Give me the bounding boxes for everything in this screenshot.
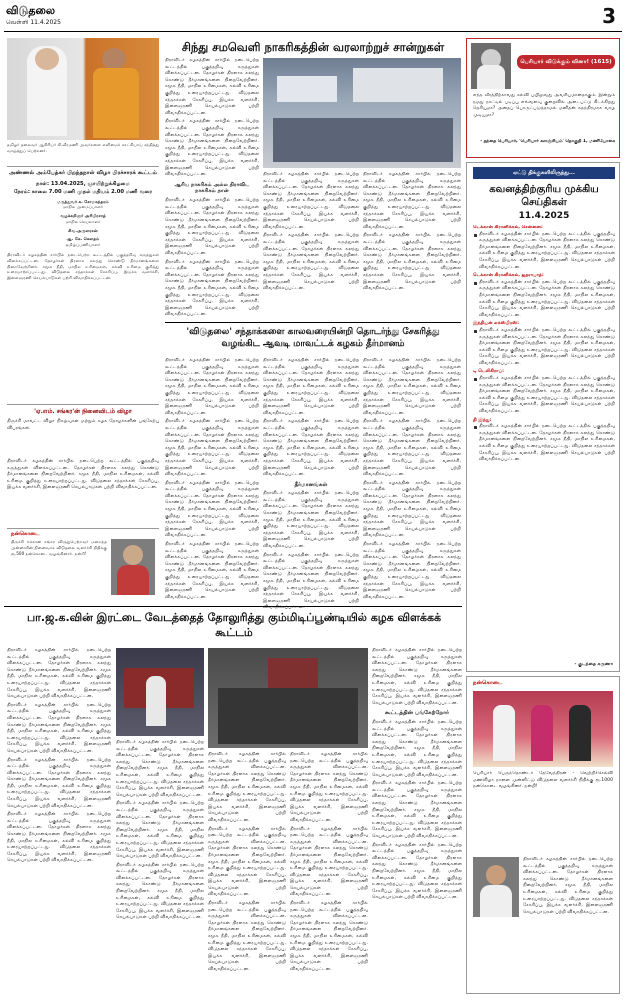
masthead-date: வெள்ளி 11.4.2025	[6, 19, 61, 26]
mid-story-para: திராவிடர் கழகத்தின் சார்பில் நடைபெற்ற கூட்டத்தில் பகுத்தறிவு கருத்துகள் விளக்கப்பட்டன. தோழர்கள் திரளாக கலந்து கொண்டு தீர்மானங்களை நிறைவேற்றினர். சமூக நீதி, மாநில உரிமைகள், கல்வி உரிமை குறித்து உரையாற்றப்பட்டது. விடுதலை சந்தாக்கள் சேகரிப்பு, இயக்க வளர்ச்சி, இளைஞரணி செயல்பாடுகள் பற்றி விவாதிக்கப்பட்டன.	[363, 419, 461, 478]
bottom-story-para: திராவிடர் கழகத்தின் சார்பில் நடைபெற்ற கூட்டத்தில் பகுத்தறிவு கருத்துகள் விளக்கப்பட்டன. தோழர்கள் திரளாக கலந்து கொண்டு தீர்மானங்களை நிறைவேற்றினர். சமூக நீதி, மாநில உரிமைகள், கல்வி உரிமை குறித்து உரையாற்றப்பட்டது. விடுதலை சந்தாக்கள் சேகரிப்பு, இயக்க வளர்ச்சி, இளைஞரணி செயல்பாடுகள் பற்றி விவாதிக்கப்பட்டன.	[116, 740, 204, 798]
mid-story-para: திராவிடர் கழகத்தின் சார்பில் நடைபெற்ற கூட்டத்தில் பகுத்தறிவு கருத்துகள் விளக்கப்பட்டன. தோழர்கள் திரளாக கலந்து கொண்டு தீர்மானங்களை நிறைவேற்றினர். சமூக நீதி, மாநில உரிமைகள், கல்வி உரிமை குறித்து உரையாற்றப்பட்டது. விடுதலை சந்தாக்கள் சேகரிப்பு, இயக்க வளர்ச்சி, இளைஞரணி செயல்பாடுகள் பற்றி விவாதிக்கப்பட்டன.	[263, 552, 359, 611]
mid-story-para: திராவிடர் கழகத்தின் சார்பில் நடைபெற்ற கூட்டத்தில் பகுத்தறிவு கருத்துகள் விளக்கப்பட்டன. தோழர்கள் திரளாக கலந்து கொண்டு தீர்மானங்களை நிறைவேற்றினர். சமூக நீதி, மாநில உரிமைகள், கல்வி உரிமை குறித்து உரையாற்றப்பட்டது. விடுதலை சந்தாக்கள் சேகரிப்பு, இயக்க வளர்ச்சி, இளைஞரணி செயல்பாடுகள் பற்றி விவாதிக்கப்பட்டன.	[165, 480, 259, 539]
main-story-col1	[165, 58, 259, 318]
bottom-story-para: திராவிடர் கழகத்தின் சார்பில் நடைபெற்ற கூட்டத்தில் பகுத்தறிவு கருத்துகள் விளக்கப்பட்டன. தோழர்கள் திரளாக கலந்து கொண்டு தீர்மானங்களை நிறைவேற்றினர். சமூக நீதி, மாநில உரிமைகள், கல்வி உரிமை குறித்து உரையாற்றப்பட்டது. விடுதலை சந்தாக்கள் சேகரிப்பு, இயக்க வளர்ச்சி, இளைஞரணி செயல்பாடுகள் பற்றி விவாதிக்கப்பட்டன.	[116, 862, 204, 921]
speaker: மருத்துவர் க. சோமசுந்தரம்	[57, 198, 109, 204]
mid-story-para: திராவிடர் கழகத்தின் சார்பில் நடைபெற்ற கூட்டத்தில் பகுத்தறிவு கருத்துகள் விளக்கப்பட்டன. தோழர்கள் திரளாக கலந்து கொண்டு தீர்மானங்களை நிறைவேற்றினர். சமூக நீதி, மாநில உரிமைகள், கல்வி உரிமை குறித்து உரையாற்றப்பட்டது. விடுதலை சந்தாக்கள் சேகரிப்பு, இயக்க வளர்ச்சி, இளைஞரணி செயல்பாடுகள் பற்றி விவாதிக்கப்பட்டன.	[263, 358, 359, 416]
bottom-story-col1	[7, 648, 111, 994]
news-source: டெக்கான் கிரானிக்கல், சென்னை:	[473, 225, 543, 230]
obituary-right	[466, 676, 620, 994]
bottom-story-para: திராவிடர் கழகத்தின் சார்பில் நடைபெற்ற கூட்டத்தில் பகுத்தறிவு கருத்துகள் விளக்கப்பட்டன. தோழர்கள் திரளாக கலந்து கொண்டு தீர்மானங்களை நிறைவேற்றினர். சமூக நீதி, மாநில உரிமைகள், கல்வி உரிமை குறித்து உரையாற்றப்பட்டது. விடுதலை சந்தாக்கள் சேகரிப்பு, இயக்க வளர்ச்சி, இளைஞரணி செயல்பாடுகள் பற்றி விவாதிக்கப்பட்டன.	[208, 752, 286, 823]
speaker: ஆ. கே. கௌதம்	[66, 236, 100, 242]
speaker-role: மாநில செயலாளர்	[65, 218, 101, 224]
photo-exhibition	[263, 58, 461, 168]
news-source: தி இந்து:	[473, 417, 492, 423]
event-box	[7, 166, 159, 402]
news-source: டி டெலிகிராப்:	[473, 369, 504, 375]
obituary-left	[7, 528, 159, 602]
hairpin-body: திருச்சி மாவட்ட விழா நிகழ்வுகள் மற்றும் கழக தோழர்களின் பங்கேற்பு விபரங்கள்.	[7, 419, 159, 431]
event-time: நேரம்: காலை 7.00 மணி முதல் மதியம் 2.00 மணி வரை	[13, 188, 153, 195]
main-headline: சிந்து சமவெளி நாகரிகத்தின் வரலாற்றுச் சான்றுகள்	[181, 40, 445, 54]
news-item: திராவிடர் கழகத்தின் சார்பில் நடைபெற்ற கூட்டத்தில் பகுத்தறிவு கருத்துகள் விளக்கப்பட்டன. தோழர்கள் திரளாக கலந்து கொண்டு தீர்மானங்களை நிறைவேற்றினர். சமூக நீதி, மாநில உரிமைகள், கல்வி உரிமை குறித்து உரையாற்றப்பட்டது. விடுதலை சந்தாக்கள் சேகரிப்பு, இயக்க வளர்ச்சி, இளைஞரணி செயல்பாடுகள் பற்றி விவாதிக்கப்பட்டன.	[473, 376, 615, 416]
main-story-para: திராவிடர் கழகத்தின் சார்பில் நடைபெற்ற கூட்டத்தில் பகுத்தறிவு கருத்துகள் விளக்கப்பட்டன. தோழர்கள் திரளாக கலந்து கொண்டு தீர்மானங்களை நிறைவேற்றினர். சமூக நீதி, மாநில உரிமைகள், கல்வி உரிமை குறித்து உரையாற்றப்பட்டது. விடுதலை சந்தாக்கள் சேகரிப்பு, இயக்க வளர்ச்சி, இளைஞரணி செயல்பாடுகள் பற்றி விவாதிக்கப்பட்டன.	[165, 259, 259, 318]
bottom-story-para: திராவிடர் கழகத்தின் சார்பில் நடைபெற்ற கூட்டத்தில் பகுத்தறிவு கருத்துகள் விளக்கப்பட்டன. தோழர்கள் திரளாக கலந்து கொண்டு தீர்மானங்களை நிறைவேற்றினர். சமூக நீதி, மாநில உரிமைகள், கல்வி உரிமை குறித்து உரையாற்றப்பட்டது. விடுதலை சந்தாக்கள் சேகரிப்பு, இயக்க வளர்ச்சி, இளைஞரணி செயல்பாடுகள் பற்றி விவாதிக்கப்பட்டன.	[7, 648, 111, 700]
news-source: டெக்கான் கிரானிக்கல், ஐதராபாத்:	[473, 273, 544, 279]
mid-story-para: திராவிடர் கழகத்தின் சார்பில் நடைபெற்ற கூட்டத்தில் பகுத்தறிவு கருத்துகள் விளக்கப்பட்டன. தோழர்கள் திரளாக கலந்து கொண்டு தீர்மானங்களை நிறைவேற்றினர். சமூக நீதி, மாநில உரிமைகள், கல்வி உரிமை குறித்து உரையாற்றப்பட்டது. விடுதலை சந்தாக்கள் சேகரிப்பு, இயக்க வளர்ச்சி, இளைஞரணி செயல்பாடுகள் பற்றி விவாதிக்கப்பட்டன.	[263, 419, 359, 478]
news-item: திராவிடர் கழகத்தின் சார்பில் நடைபெற்ற கூட்டத்தில் பகுத்தறிவு கருத்துகள் விளக்கப்பட்டன. தோழர்கள் திரளாக கலந்து கொண்டு தீர்மானங்களை நிறைவேற்றினர். சமூக நீதி, மாநில உரிமைகள், கல்வி உரிமை குறித்து உரையாற்றப்பட்டது. விடுதலை சந்தாக்கள் சேகரிப்பு, இயக்க வளர்ச்சி, இளைஞரணி செயல்பாடுகள் பற்றி விவாதிக்கப்பட்டன.	[473, 232, 615, 272]
main-story-col3	[363, 172, 461, 318]
event-body: திராவிடர் கழகத்தின் சார்பில் நடைபெற்ற கூட்டத்தில் பகுத்தறிவு கருத்துகள் விளக்கப்பட்டன. தோழர்கள் திரளாக கலந்து கொண்டு தீர்மானங்களை நிறைவேற்றினர். சமூக நீதி, மாநில உரிமைகள், கல்வி உரிமை குறித்து உரையாற்றப்பட்டது. விடுதலை சந்தாக்கள் சேகரிப்பு, இயக்க வளர்ச்சி, இளைஞரணி செயல்பாடுகள் பற்றி விவாதிக்கப்பட்டன.	[7, 252, 159, 281]
news-box	[466, 162, 620, 672]
main-story-para: திராவிடர் கழகத்தின் சார்பில் நடைபெற்ற கூட்டத்தில் பகுத்தறிவு கருத்துகள் விளக்கப்பட்டன. தோழர்கள் திரளாக கலந்து கொண்டு தீர்மானங்களை நிறைவேற்றினர். சமூக நீதி, மாநில உரிமைகள், கல்வி உரிமை குறித்து உரையாற்றப்பட்டது. விடுதலை சந்தாக்கள் சேகரிப்பு, இயக்க வளர்ச்சி, இளைஞரணி செயல்பாடுகள் பற்றி விவாதிக்கப்பட்டன.	[165, 198, 259, 257]
mid-story-para: திராவிடர் கழகத்தின் சார்பில் நடைபெற்ற கூட்டத்தில் பகுத்தறிவு கருத்துகள் விளக்கப்பட்டன. தோழர்கள் திரளாக கலந்து கொண்டு தீர்மானங்களை நிறைவேற்றினர். சமூக நீதி, மாநில உரிமைகள், கல்வி உரிமை குறித்து உரையாற்றப்பட்டது. விடுதலை சந்தாக்கள் சேகரிப்பு, இயக்க வளர்ச்சி, இளைஞரணி செயல்பாடுகள் பற்றி விவாதிக்கப்பட்டன.	[363, 358, 461, 416]
speaker: சிவ.அருளரசன்	[68, 227, 98, 233]
subheading-aryan: ஆரிய நாகரிகம் அல்ல திராவிட நாகரிகம் தான்	[174, 181, 250, 195]
bottom-story-para: திராவிடர் கழகத்தின் சார்பில் நடைபெற்ற கூட்டத்தில் பகுத்தறிவு கருத்துகள் விளக்கப்பட்டன. தோழர்கள் திரளாக கலந்து கொண்டு தீர்மானங்களை நிறைவேற்றினர். சமூக நீதி, மாநில உரிமைகள், கல்வி உரிமை குறித்து உரையாற்றப்பட்டது. விடுதலை சந்தாக்கள் சேகரிப்பு, இயக்க வளர்ச்சி, இளைஞரணி செயல்பாடுகள் பற்றி விவாதிக்கப்பட்டன.	[372, 842, 462, 901]
main-story-col2	[263, 172, 359, 318]
subheading-resolutions: தீர்மானங்கள்	[294, 481, 328, 488]
bottom-story-col4	[290, 752, 368, 994]
news-date: 11.4.2025	[518, 211, 570, 221]
hairpin-title: 'ஏ.எம். சங்கர'ன் நினைவிடம் விழா	[34, 408, 132, 415]
news-list	[473, 225, 615, 657]
photo-leaders	[7, 38, 159, 140]
periyar-portrait	[471, 43, 511, 89]
obituary-right-text: பெரியார் பெருந்தொண்டர் தேவேந்திரன் - வெற்றிச்செல்வி மணவிழா நாளை முன்னிட்டு விடுதலை வளர்ச்சி நிதிக்கு ரூ.1000 நன்கொடை வழங்கினர். நன்றி!	[473, 771, 613, 790]
bottom-subhead: கூட்டத்தின் பங்கேற்றோர்	[384, 710, 450, 717]
bottom-story-col5	[372, 648, 462, 994]
masthead-logo: விடுதலை	[6, 4, 56, 17]
event-title: அண்ணல் அம்பேத்கர் பிறந்தநாள் விழா பிரச்சாரக் கூட்டம்	[9, 170, 157, 176]
news-title: கவனத்திற்குரிய முக்கிய செய்திகள்	[489, 184, 599, 208]
bottom-story-para: திராவிடர் கழகத்தின் சார்பில் நடைபெற்ற கூட்டத்தில் பகுத்தறிவு கருத்துகள் விளக்கப்பட்டன. தோழர்கள் திரளாக கலந்து கொண்டு தீர்மானங்களை நிறைவேற்றினர். சமூக நீதி, மாநில உரிமைகள், கல்வி உரிமை குறித்து உரையாற்றப்பட்டது. விடுதலை சந்தாக்கள் சேகரிப்பு, இயக்க வளர்ச்சி, இளைஞரணி செயல்பாடுகள் பற்றி விவாதிக்கப்பட்டன.	[7, 812, 111, 864]
periyar-quote: எந்த வீரத்திற்காவது கல்வி பயிலுவது அவசியமானதாகும். இன்றும் நமது நாட்டில் படிப்பு எவ்வளவு குறைவில் அடைபட்டு கிடக்கிறது தெரியுமா? அதைப் பொருட்படுத்தாமல் மனிதன் சுதந்திரமாக வாழ முடியுமா?	[473, 93, 615, 118]
obituary-label: நன்கொடை	[11, 531, 40, 537]
hairpin-body-extra: திராவிடர் கழகத்தின் சார்பில் நடைபெற்ற கூட்டத்தில் பகுத்தறிவு கருத்துகள் விளக்கப்பட்டன. தோழர்கள் திரளாக கலந்து கொண்டு தீர்மானங்களை நிறைவேற்றினர். சமூக நீதி, மாநில உரிமைகள், கல்வி உரிமை குறித்து உரையாற்றப்பட்டது. விடுதலை சந்தாக்கள் சேகரிப்பு, இயக்க வளர்ச்சி, இளைஞரணி செயல்பாடுகள் பற்றி விவாதிக்கப்பட்டன.	[7, 459, 159, 491]
mid-story-para: திராவிடர் கழகத்தின் சார்பில் நடைபெற்ற கூட்டத்தில் பகுத்தறிவு கருத்துகள் விளக்கப்பட்டன. தோழர்கள் திரளாக கலந்து கொண்டு தீர்மானங்களை நிறைவேற்றினர். சமூக நீதி, மாநில உரிமைகள், கல்வி உரிமை குறித்து உரையாற்றப்பட்டது. விடுதலை சந்தாக்கள் சேகரிப்பு, இயக்க வளர்ச்சி, இளைஞரணி செயல்பாடுகள் பற்றி விவாதிக்கப்பட்டன.	[165, 358, 259, 416]
photo-meeting-stage	[116, 648, 204, 736]
bottom-story-para: திராவிடர் கழகத்தின் சார்பில் நடைபெற்ற கூட்டத்தில் பகுத்தறிவு கருத்துகள் விளக்கப்பட்டன. தோழர்கள் திரளாக கலந்து கொண்டு தீர்மானங்களை நிறைவேற்றினர். சமூக நீதி, மாநில உரிமைகள், கல்வி உரிமை குறித்து உரையாற்றப்பட்டது. விடுதலை சந்தாக்கள் சேகரிப்பு, இயக்க வளர்ச்சி, இளைஞரணி செயல்பாடுகள் பற்றி விவாதிக்கப்பட்டன.	[7, 702, 111, 754]
mid-story-para: திராவிடர் கழகத்தின் சார்பில் நடைபெற்ற கூட்டத்தில் பகுத்தறிவு கருத்துகள் விளக்கப்பட்டன. தோழர்கள் திரளாக கலந்து கொண்டு தீர்மானங்களை நிறைவேற்றினர். சமூக நீதி, மாநில உரிமைகள், கல்வி உரிமை குறித்து உரையாற்றப்பட்டது. விடுதலை சந்தாக்கள் சேகரிப்பு, இயக்க வளர்ச்சி, இளைஞரணி செயல்பாடுகள் பற்றி விவாதிக்கப்பட்டன.	[263, 491, 359, 550]
news-source: இந்தியன் எக்ஸ்பிரஸ்:	[473, 321, 519, 327]
speaker: வழக்கறிஞர் அரிபிரசாத்	[60, 213, 106, 219]
photo-caption: தமிழர் தலைவர் ஆசிரியர் கி.வீரமணி அவர்களை எளிமைக் காட்சியாய் சந்தித்து வாழ்த்துப் பெற்றனர்.	[7, 142, 159, 153]
bottom-story-para: திராவிடர் கழகத்தின் சார்பில் நடைபெற்ற கூட்டத்தில் பகுத்தறிவு கருத்துகள் விளக்கப்பட்டன. தோழர்கள் திரளாக கலந்து கொண்டு தீர்மானங்களை நிறைவேற்றினர். சமூக நீதி, மாநில உரிமைகள், கல்வி உரிமை குறித்து உரையாற்றப்பட்டது. விடுதலை சந்தாக்கள் சேகரிப்பு, இயக்க வளர்ச்சி, இளைஞரணி செயல்பாடுகள் பற்றி விவாதிக்கப்பட்டன.	[372, 719, 462, 778]
main-story-para: திராவிடர் கழகத்தின் சார்பில் நடைபெற்ற கூட்டத்தில் பகுத்தறிவு கருத்துகள் விளக்கப்பட்டன. தோழர்கள் திரளாக கலந்து கொண்டு தீர்மானங்களை நிறைவேற்றினர். சமூக நீதி, மாநில உரிமைகள், கல்வி உரிமை குறித்து உரையாற்றப்பட்டது. விடுதலை சந்தாக்கள் சேகரிப்பு, இயக்க வளர்ச்சி, இளைஞரணி செயல்பாடுகள் பற்றி விவாதிக்கப்பட்டன.	[263, 172, 359, 230]
news-item: திராவிடர் கழகத்தின் சார்பில் நடைபெற்ற கூட்டத்தில் பகுத்தறிவு கருத்துகள் விளக்கப்பட்டன. தோழர்கள் திரளாக கலந்து கொண்டு தீர்மானங்களை நிறைவேற்றினர். சமூக நீதி, மாநில உரிமைகள், கல்வி உரிமை குறித்து உரையாற்றப்பட்டது. விடுதலை சந்தாக்கள் சேகரிப்பு, இயக்க வளர்ச்சி, இளைஞரணி செயல்பாடுகள் பற்றி விவாதிக்கப்பட்டன.	[473, 424, 615, 464]
bottom-story-para: திராவிடர் கழகத்தின் சார்பில் நடைபெற்ற கூட்டத்தில் பகுத்தறிவு கருத்துகள் விளக்கப்பட்டன. தோழர்கள் திரளாக கலந்து கொண்டு தீர்மானங்களை நிறைவேற்றினர். சமூக நீதி, மாநில உரிமைகள், கல்வி உரிமை குறித்து உரையாற்றப்பட்டது. விடுதலை சந்தாக்கள் சேகரிப்பு, இயக்க வளர்ச்சி, இளைஞரணி செயல்பாடுகள் பற்றி விவாதிக்கப்பட்டன.	[290, 826, 368, 898]
bottom-story-para: திராவிடர் கழகத்தின் சார்பில் நடைபெற்ற கூட்டத்தில் பகுத்தறிவு கருத்துகள் விளக்கப்பட்டன. தோழர்கள் திரளாக கலந்து கொண்டு தீர்மானங்களை நிறைவேற்றினர். சமூக நீதி, மாநில உரிமைகள், கல்வி உரிமை குறித்து உரையாற்றப்பட்டது. விடுதலை சந்தாக்கள் சேகரிப்பு, இயக்க வளர்ச்சி, இளைஞரணி செயல்பாடுகள் பற்றி விவாதிக்கப்பட்டன.	[372, 648, 462, 706]
news-item: திராவிடர் கழகத்தின் சார்பில் நடைபெற்ற கூட்டத்தில் பகுத்தறிவு கருத்துகள் விளக்கப்பட்டன. தோழர்கள் திரளாக கலந்து கொண்டு தீர்மானங்களை நிறைவேற்றினர். சமூக நீதி, மாநில உரிமைகள், கல்வி உரிமை குறித்து உரையாற்றப்பட்டது. விடுதலை சந்தாக்கள் சேகரிப்பு, இயக்க வளர்ச்சி, இளைஞரணி செயல்பாடுகள் பற்றி விவாதிக்கப்பட்டன.	[473, 280, 615, 320]
speaker-role: தமிழ்ப்பணியாளர்	[65, 242, 101, 248]
speaker-role: மாநில அமைப்பாளர்	[62, 204, 104, 210]
bottom-story-col3	[208, 752, 286, 994]
periyar-label: பெரியார் விடுக்கும் வினா! (1615)	[517, 55, 615, 69]
main-story-para: திராவிடர் கழகத்தின் சார்பில் நடைபெற்ற கூட்டத்தில் பகுத்தறிவு கருத்துகள் விளக்கப்பட்டன. தோழர்கள் திரளாக கலந்து கொண்டு தீர்மானங்களை நிறைவேற்றினர். சமூக நீதி, மாநில உரிமைகள், கல்வி உரிமை குறித்து உரையாற்றப்பட்டது. விடுதலை சந்தாக்கள் சேகரிப்பு, இயக்க வளர்ச்சி, இளைஞரணி செயல்பாடுகள் பற்றி விவாதிக்கப்பட்டன.	[263, 233, 359, 292]
mid-story-para: திராவிடர் கழகத்தின் சார்பில் நடைபெற்ற கூட்டத்தில் பகுத்தறிவு கருத்துகள் விளக்கப்பட்டன. தோழர்கள் திரளாக கலந்து கொண்டு தீர்மானங்களை நிறைவேற்றினர். சமூக நீதி, மாநில உரிமைகள், கல்வி உரிமை குறித்து உரையாற்றப்பட்டது. விடுதலை சந்தாக்கள் சேகரிப்பு, இயக்க வளர்ச்சி, இளைஞரணி செயல்பாடுகள் பற்றி விவாதிக்கப்பட்டன.	[165, 542, 259, 600]
event-date: நாள்: 13.04.2025, ஞாயிற்றுக்கிழமை	[36, 180, 130, 187]
periyar-attribution: - தந்தை பெரியார், 'பெரியார் களஞ்சியம்' தொகுதி 1, மணியோசை	[480, 139, 615, 144]
main-story-para: திராவிடர் கழகத்தின் சார்பில் நடைபெற்ற கூட்டத்தில் பகுத்தறிவு கருத்துகள் விளக்கப்பட்டன. தோழர்கள் திரளாக கலந்து கொண்டு தீர்மானங்களை நிறைவேற்றினர். சமூக நீதி, மாநில உரிமைகள், கல்வி உரிமை குறித்து உரையாற்றப்பட்டது. விடுதலை சந்தாக்கள் சேகரிப்பு, இயக்க வளர்ச்சி, இளைஞரணி செயல்பாடுகள் பற்றி விவாதிக்கப்பட்டன.	[363, 233, 461, 292]
bottom-story-para: திராவிடர் கழகத்தின் சார்பில் நடைபெற்ற கூட்டத்தில் பகுத்தறிவு கருத்துகள் விளக்கப்பட்டன. தோழர்கள் திரளாக கலந்து கொண்டு தீர்மானங்களை நிறைவேற்றினர். சமூக நீதி, மாநில உரிமைகள், கல்வி உரிமை குறித்து உரையாற்றப்பட்டது. விடுதலை சந்தாக்கள் சேகரிப்பு, இயக்க வளர்ச்சி, இளைஞரணி செயல்பாடுகள் பற்றி விவாதிக்கப்பட்டன.	[372, 781, 462, 840]
mid-headline: 'விடுதலை' சந்தாக்களை காலவரையின்றி தொடர்ந்து சேகரித்து வழங்கிட ஆவடி மாவட்டக் கழகம் தீர்மானம்	[186, 327, 440, 349]
mid-story-para: திராவிடர் கழகத்தின் சார்பில் நடைபெற்ற கூட்டத்தில் பகுத்தறிவு கருத்துகள் விளக்கப்பட்டன. தோழர்கள் திரளாக கலந்து கொண்டு தீர்மானங்களை நிறைவேற்றினர். சமூக நீதி, மாநில உரிமைகள், கல்வி உரிமை குறித்து உரையாற்றப்பட்டது. விடுதலை சந்தாக்கள் சேகரிப்பு, இயக்க வளர்ச்சி, இளைஞரணி செயல்பாடுகள் பற்றி விவாதிக்கப்பட்டன.	[363, 542, 461, 600]
obituary-photo	[111, 539, 155, 595]
main-story-para: திராவிடர் கழகத்தின் சார்பில் நடைபெற்ற கூட்டத்தில் பகுத்தறிவு கருத்துகள் விளக்கப்பட்டன. தோழர்கள் திரளாக கலந்து கொண்டு தீர்மானங்களை நிறைவேற்றினர். சமூக நீதி, மாநில உரிமைகள், கல்வி உரிமை குறித்து உரையாற்றப்பட்டது. விடுதலை சந்தாக்கள் சேகரிப்பு, இயக்க வளர்ச்சி, இளைஞரணி செயல்பாடுகள் பற்றி விவாதிக்கப்பட்டன.	[165, 58, 259, 116]
main-story-para: திராவிடர் கழகத்தின் சார்பில் நடைபெற்ற கூட்டத்தில் பகுத்தறிவு கருத்துகள் விளக்கப்பட்டன. தோழர்கள் திரளாக கலந்து கொண்டு தீர்மானங்களை நிறைவேற்றினர். சமூக நீதி, மாநில உரிமைகள், கல்வி உரிமை குறித்து உரையாற்றப்பட்டது. விடுதலை சந்தாக்கள் சேகரிப்பு, இயக்க வளர்ச்சி, இளைஞரணி செயல்பாடுகள் பற்றி விவாதிக்கப்பட்டன.	[363, 172, 461, 230]
news-tag: ஏட்டு திக்குகளிலிருந்து...	[473, 167, 615, 179]
mid-story-para: திராவிடர் கழகத்தின் சார்பில் நடைபெற்ற கூட்டத்தில் பகுத்தறிவு கருத்துகள் விளக்கப்பட்டன. தோழர்கள் திரளாக கலந்து கொண்டு தீர்மானங்களை நிறைவேற்றினர். சமூக நீதி, மாநில உரிமைகள், கல்வி உரிமை குறித்து உரையாற்றப்பட்டது. விடுதலை சந்தாக்கள் சேகரிப்பு, இயக்க வளர்ச்சி, இளைஞரணி செயல்பாடுகள் பற்றி விவாதிக்கப்பட்டன.	[363, 480, 461, 539]
bottom-story-para: திராவிடர் கழகத்தின் சார்பில் நடைபெற்ற கூட்டத்தில் பகுத்தறிவு கருத்துகள் விளக்கப்பட்டன. தோழர்கள் திரளாக கலந்து கொண்டு தீர்மானங்களை நிறைவேற்றினர். சமூக நீதி, மாநில உரிமைகள், கல்வி உரிமை குறித்து உரையாற்றப்பட்டது. விடுதலை சந்தாக்கள் சேகரிப்பு, இயக்க வளர்ச்சி, இளைஞரணி செயல்பாடுகள் பற்றி விவாதிக்கப்பட்டன.	[116, 801, 204, 860]
bottom-story-para: திராவிடர் கழகத்தின் சார்பில் நடைபெற்ற கூட்டத்தில் பகுத்தறிவு கருத்துகள் விளக்கப்பட்டன. தோழர்கள் திரளாக கலந்து கொண்டு தீர்மானங்களை நிறைவேற்றினர். சமூக நீதி, மாநில உரிமைகள், கல்வி உரிமை குறித்து உரையாற்றப்பட்டது. விடுதலை சந்தாக்கள் சேகரிப்பு, இயக்க வளர்ச்சி, இளைஞரணி செயல்பாடுகள் பற்றி விவாதிக்கப்பட்டன.	[290, 901, 368, 972]
wedding-photo	[473, 691, 613, 767]
bottom-story-para: திராவிடர் கழகத்தின் சார்பில் நடைபெற்ற கூட்டத்தில் பகுத்தறிவு கருத்துகள் விளக்கப்பட்டன. தோழர்கள் திரளாக கலந்து கொண்டு தீர்மானங்களை நிறைவேற்றினர். சமூக நீதி, மாநில உரிமைகள், கல்வி உரிமை குறித்து உரையாற்றப்பட்டது. விடுதலை சந்தாக்கள் சேகரிப்பு, இயக்க வளர்ச்சி, இளைஞரணி செயல்பாடுகள் பற்றி விவாதிக்கப்பட்டன.	[208, 826, 286, 898]
periyar-box	[466, 38, 620, 158]
page-number: 3	[602, 4, 616, 28]
donor-photo	[473, 857, 519, 917]
mid-story-para: திராவிடர் கழகத்தின் சார்பில் நடைபெற்ற கூட்டத்தில் பகுத்தறிவு கருத்துகள் விளக்கப்பட்டன. தோழர்கள் திரளாக கலந்து கொண்டு தீர்மானங்களை நிறைவேற்றினர். சமூக நீதி, மாநில உரிமைகள், கல்வி உரிமை குறித்து உரையாற்றப்பட்டது. விடுதலை சந்தாக்கள் சேகரிப்பு, இயக்க வளர்ச்சி, இளைஞரணி செயல்பாடுகள் பற்றி விவாதிக்கப்பட்டன.	[165, 419, 259, 478]
photo-meeting-crowd	[208, 648, 368, 748]
obituary-right-label: நன்கொடை	[473, 680, 503, 686]
bottom-story-para: திராவிடர் கழகத்தின் சார்பில் நடைபெற்ற கூட்டத்தில் பகுத்தறிவு கருத்துகள் விளக்கப்பட்டன. தோழர்கள் திரளாக கலந்து கொண்டு தீர்மானங்களை நிறைவேற்றினர். சமூக நீதி, மாநில உரிமைகள், கல்வி உரிமை குறித்து உரையாற்றப்பட்டது. விடுதலை சந்தாக்கள் சேகரிப்பு, இயக்க வளர்ச்சி, இளைஞரணி செயல்பாடுகள் பற்றி விவாதிக்கப்பட்டன.	[208, 901, 286, 972]
bottom-story-col2	[116, 740, 204, 994]
bottom-headline: பா.ஜ.க.வின் இரட்டை வேடத்தைத் தோலுரித்து கும்மிடிப்பூண்டியில் கழக விளக்கக் கூட்டம்	[26, 611, 442, 639]
obituary-right-extra: திராவிடர் கழகத்தின் சார்பில் நடைபெற்ற கூட்டத்தில் பகுத்தறிவு கருத்துகள் விளக்கப்பட்டன. தோழர்கள் திரளாக கலந்து கொண்டு தீர்மானங்களை நிறைவேற்றினர். சமூக நீதி, மாநில உரிமைகள், கல்வி உரிமை குறித்து உரையாற்றப்பட்டது. விடுதலை சந்தாக்கள் சேகரிப்பு, இயக்க வளர்ச்சி, இளைஞரணி செயல்பாடுகள் பற்றி விவாதிக்கப்பட்டன.	[523, 857, 613, 915]
bottom-story-para: திராவிடர் கழகத்தின் சார்பில் நடைபெற்ற கூட்டத்தில் பகுத்தறிவு கருத்துகள் விளக்கப்பட்டன. தோழர்கள் திரளாக கலந்து கொண்டு தீர்மானங்களை நிறைவேற்றினர். சமூக நீதி, மாநில உரிமைகள், கல்வி உரிமை குறித்து உரையாற்றப்பட்டது. விடுதலை சந்தாக்கள் சேகரிப்பு, இயக்க வளர்ச்சி, இளைஞரணி செயல்பாடுகள் பற்றி விவாதிக்கப்பட்டன.	[7, 757, 111, 809]
masthead	[0, 0, 626, 34]
news-byline: - குடந்தை கருணா	[574, 662, 613, 667]
hairpin-box	[7, 404, 159, 524]
obituary-text: திருச்சி ஈக்கான சங்கர விருதுபெற்றவர் மறைந்த அன்னாரின் நினைவாக விடுதலை வளர்ச்சி நிதிக்கு ரூ.500 நன்கொடை வழங்கினார். நன்றி!	[11, 539, 107, 556]
news-item: திராவிடர் கழகத்தின் சார்பில் நடைபெற்ற கூட்டத்தில் பகுத்தறிவு கருத்துகள் விளக்கப்பட்டன. தோழர்கள் திரளாக கலந்து கொண்டு தீர்மானங்களை நிறைவேற்றினர். சமூக நீதி, மாநில உரிமைகள், கல்வி உரிமை குறித்து உரையாற்றப்பட்டது. விடுதலை சந்தாக்கள் சேகரிப்பு, இயக்க வளர்ச்சி, இளைஞரணி செயல்பாடுகள் பற்றி விவாதிக்கப்பட்டன.	[473, 328, 615, 368]
bottom-story-para: திராவிடர் கழகத்தின் சார்பில் நடைபெற்ற கூட்டத்தில் பகுத்தறிவு கருத்துகள் விளக்கப்பட்டன. தோழர்கள் திரளாக கலந்து கொண்டு தீர்மானங்களை நிறைவேற்றினர். சமூக நீதி, மாநில உரிமைகள், கல்வி உரிமை குறித்து உரையாற்றப்பட்டது. விடுதலை சந்தாக்கள் சேகரிப்பு, இயக்க வளர்ச்சி, இளைஞரணி செயல்பாடுகள் பற்றி விவாதிக்கப்பட்டன.	[290, 752, 368, 823]
main-story-para: திராவிடர் கழகத்தின் சார்பில் நடைபெற்ற கூட்டத்தில் பகுத்தறிவு கருத்துகள் விளக்கப்பட்டன. தோழர்கள் திரளாக கலந்து கொண்டு தீர்மானங்களை நிறைவேற்றினர். சமூக நீதி, மாநில உரிமைகள், கல்வி உரிமை குறித்து உரையாற்றப்பட்டது. விடுதலை சந்தாக்கள் சேகரிப்பு, இயக்க வளர்ச்சி, இளைஞரணி செயல்பாடுகள் பற்றி விவாதிக்கப்பட்டன.	[165, 119, 259, 178]
